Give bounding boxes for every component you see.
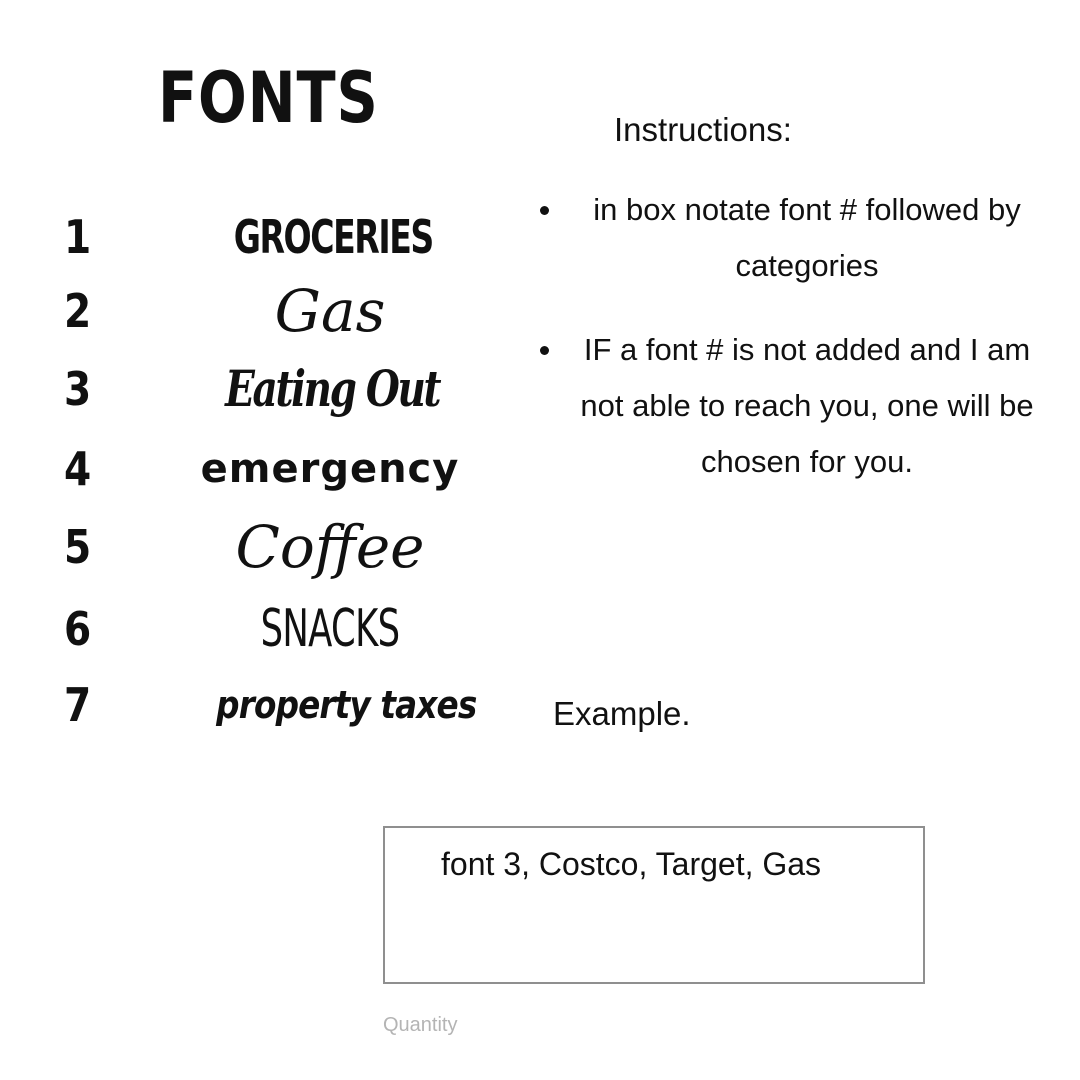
font-option-1 — [0, 202, 520, 272]
font-sample-text: emergency — [200, 446, 460, 492]
font-number: 5 — [64, 520, 92, 574]
font-sample-text: Coffee — [235, 513, 425, 581]
instruction-bullet-2 — [540, 322, 1040, 490]
font-number: 1 — [64, 210, 92, 264]
font-sample-property-taxes — [195, 670, 477, 740]
font-sample-text: SNACKS — [260, 599, 400, 659]
font-sample-text: Gas — [274, 277, 386, 345]
font-sample-gas — [195, 276, 465, 346]
font-sample-snacks — [195, 594, 465, 664]
example-text-box[interactable] — [383, 826, 925, 984]
font-sample-eating-out — [195, 354, 465, 424]
bullet-dot-icon — [540, 346, 549, 355]
font-sample-emergency — [195, 434, 465, 504]
font-option-7 — [0, 670, 520, 740]
font-sample-text: property taxes — [216, 683, 477, 727]
fonts-title: FONTS — [158, 57, 379, 139]
font-number: 7 — [64, 678, 92, 732]
bullet-dot-icon — [540, 206, 549, 215]
font-sample-text: GROCERIES — [233, 210, 433, 264]
font-number: 2 — [64, 284, 92, 338]
example-label: Example. — [553, 695, 691, 732]
instructions-title: Instructions: — [614, 111, 792, 148]
font-option-6 — [0, 594, 520, 664]
font-sample-groceries — [195, 202, 465, 272]
instruction-text: in box notate font # followed by categories — [593, 192, 1021, 283]
font-option-4 — [0, 434, 520, 504]
font-option-2 — [0, 276, 520, 346]
example-box-text: font 3, Costco, Target, Gas — [441, 846, 822, 882]
quantity-label: Quantity — [383, 1014, 458, 1036]
font-number: 3 — [64, 362, 92, 416]
instruction-text: IF a font # is not added and I am not able to reach you, one will be chosen for you. — [580, 332, 1034, 479]
font-option-5 — [0, 512, 520, 582]
font-sample-coffee — [195, 512, 465, 582]
font-option-3 — [0, 354, 520, 424]
instruction-bullet-1 — [540, 182, 1040, 294]
font-sample-text: Eating Out — [225, 359, 440, 418]
font-number: 6 — [64, 602, 92, 656]
font-number: 4 — [64, 442, 92, 496]
